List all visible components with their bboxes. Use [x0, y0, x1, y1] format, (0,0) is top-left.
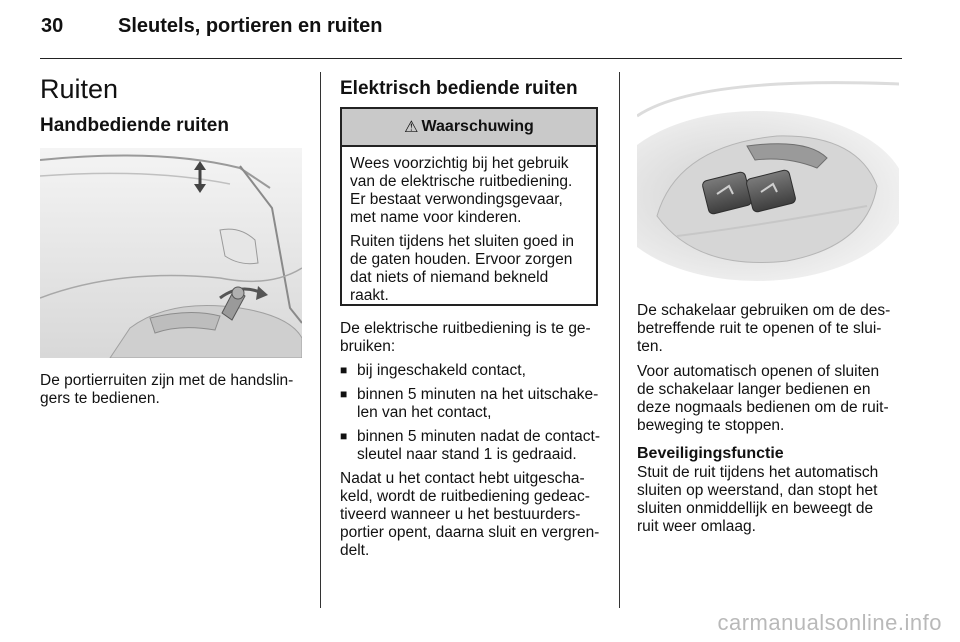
- list-item: [340, 386, 608, 422]
- switch-usage-text: [637, 302, 905, 536]
- list-item-text: sleutel naar stand 1 is gedraaid.: [357, 446, 577, 463]
- auto-line: beweging te stoppen.: [637, 417, 785, 434]
- list-item-text: len van het contact,: [357, 404, 492, 421]
- protection-line: ruit weer omlaag.: [637, 518, 756, 535]
- electric-window-text: [340, 320, 608, 560]
- auto-line: de schakelaar langer bedienen en: [637, 381, 871, 398]
- window-switch-illustration: [637, 76, 899, 290]
- list-item-text: binnen 5 minuten nadat de contact-: [357, 428, 601, 445]
- auto-paragraph: [637, 363, 905, 435]
- section-heading: Ruiten: [40, 74, 119, 104]
- subsection-heading-manual: Handbediende ruiten: [40, 115, 229, 136]
- outro-paragraph: [340, 470, 608, 560]
- intro-paragraph: [340, 320, 608, 356]
- outro-line: portier opent, daarna sluit en vergren-: [340, 524, 600, 541]
- protection-line: sluiten onmiddellijk en beweegt de: [637, 500, 874, 517]
- list-item: [340, 362, 608, 380]
- outro-line: keld, wordt de ruitbediening gedeac-: [340, 488, 590, 505]
- list-item-text: bij ingeschakeld contact,: [357, 362, 526, 379]
- caption-line: De portierruiten zijn met de handslin-: [40, 372, 294, 389]
- warning-body: [342, 147, 596, 305]
- subsection-heading-electric: Elektrisch bediende ruiten: [340, 78, 578, 99]
- usage-line: ten.: [637, 338, 663, 355]
- bullet-icon: ■: [340, 363, 348, 377]
- protection-line: Stuit de ruit tijdens het automatisch: [637, 464, 879, 481]
- bullet-icon: ■: [340, 387, 348, 401]
- intro-line: bruiken:: [340, 338, 396, 355]
- caption-line: gers te bedienen.: [40, 390, 160, 407]
- warning-header: [342, 109, 596, 147]
- header-rule: [40, 58, 902, 59]
- warning-box: [340, 107, 598, 306]
- outro-line: tiveerd wanneer u het bestuurders-: [340, 506, 581, 523]
- page-number: 30: [41, 15, 64, 37]
- usage-paragraph: [637, 302, 905, 356]
- chapter-title: Sleutels, portieren en ruiten: [118, 15, 383, 37]
- auto-line: Voor automatisch openen of sluiten: [637, 363, 880, 380]
- intro-line: De elektrische ruitbediening is te ge-: [340, 320, 591, 337]
- column-divider-2: [619, 72, 620, 608]
- warning-paragraph: Wees voorzichtig bij het gebruik van de elektrische ruitbediening. Er bestaat verwondingsgevaar, met name voor kinderen.: [350, 155, 573, 226]
- protection-line: sluiten op weerstand, dan stopt het: [637, 482, 878, 499]
- protection-heading: Beveiligingsfunctie: [637, 445, 784, 462]
- list-item: [340, 428, 608, 464]
- usage-line: De schakelaar gebruiken om de des-: [637, 302, 891, 319]
- outro-line: Nadat u het contact hebt uitgescha-: [340, 470, 585, 487]
- watermark: carmanualsonline.info: [717, 610, 942, 635]
- manual-window-illustration: [40, 148, 302, 358]
- manual-window-caption: [40, 372, 305, 408]
- warning-paragraph: Ruiten tijdens het sluiten goed in de gaten houden. Ervoor zorgen dat niets of niemand bekneld raakt.: [350, 233, 575, 304]
- usage-line: betreffende ruit te openen of te slui-: [637, 320, 882, 337]
- outro-line: delt.: [340, 542, 370, 559]
- list-item-text: binnen 5 minuten na het uitschake-: [357, 386, 599, 403]
- auto-line: deze nogmaals bedienen om de ruit-: [637, 399, 889, 416]
- warning-triangle-icon: ⚠: [404, 119, 419, 136]
- conditions-list: [340, 362, 608, 464]
- column-divider-1: [320, 72, 321, 608]
- protection-paragraph: [637, 464, 905, 536]
- warning-title: Waarschuwing: [421, 118, 534, 135]
- bullet-icon: ■: [340, 429, 348, 443]
